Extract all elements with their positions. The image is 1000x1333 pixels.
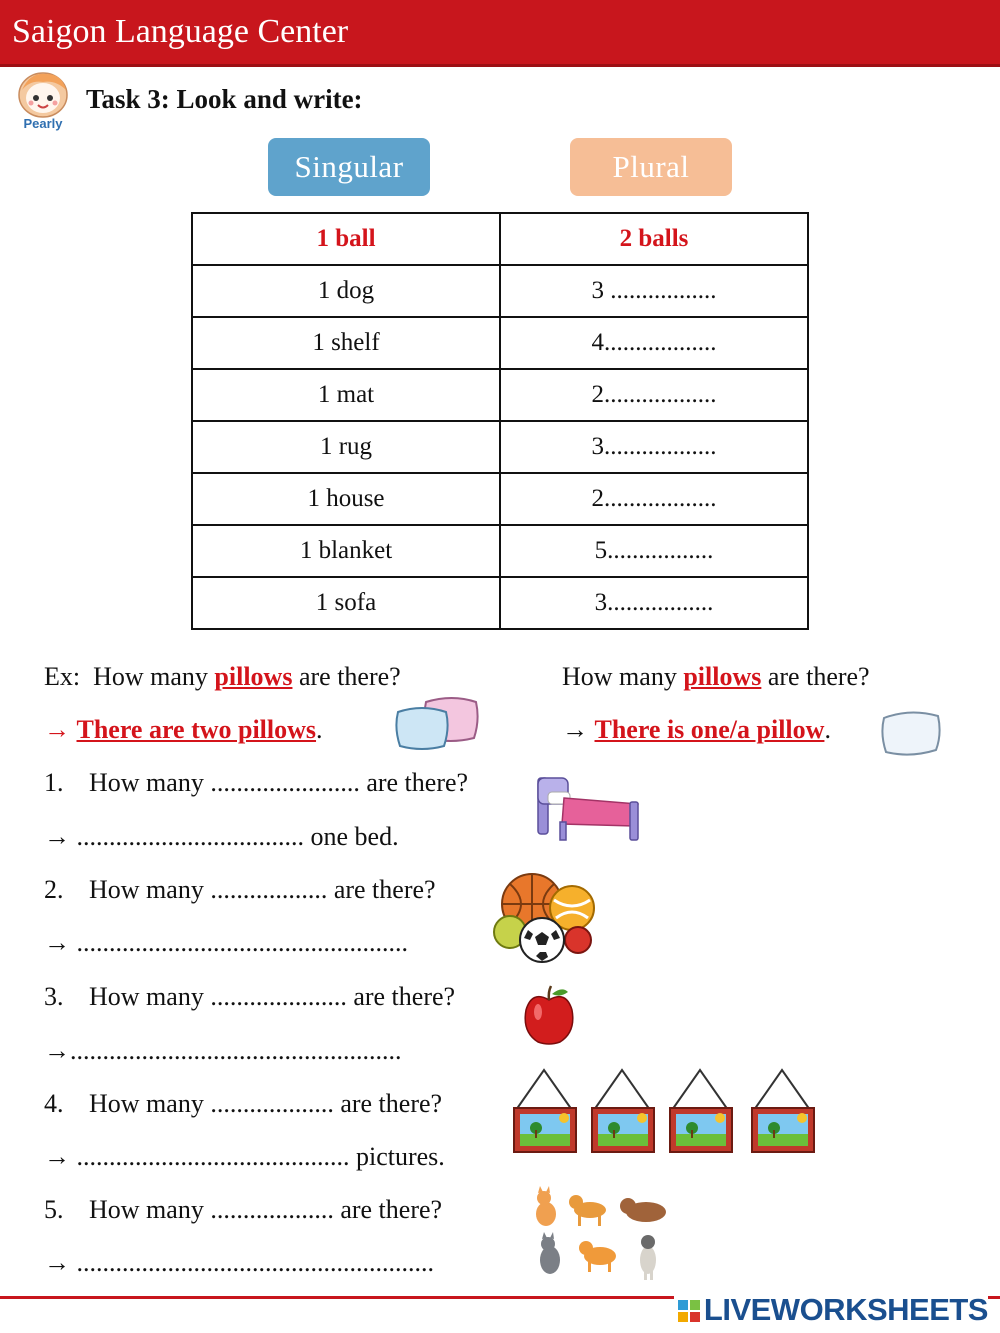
arrow-icon: →	[44, 715, 70, 744]
brand-text: LIVEWORKSHEETS	[703, 1292, 988, 1327]
pictures-icon	[510, 1068, 820, 1156]
apple-icon	[522, 984, 576, 1046]
table-cell-singular: 1 ball	[192, 213, 500, 265]
table-cell-plural-answer[interactable]: 2..................	[500, 473, 808, 525]
table-row	[192, 525, 808, 577]
answer-text[interactable]: ...................................................	[70, 1036, 402, 1065]
table-cell-plural-answer[interactable]: 2..................	[500, 369, 808, 421]
table-cell-singular: 1 shelf	[192, 317, 500, 369]
example-suffix: are there?	[761, 662, 870, 691]
table-cell-plural-answer[interactable]: 4..................	[500, 317, 808, 369]
table-row	[192, 473, 808, 525]
question-3	[44, 982, 455, 1012]
arrow-icon: →	[44, 822, 70, 851]
svg-text:Pearly: Pearly	[23, 116, 63, 131]
bed-icon	[534, 772, 646, 844]
cat-4	[540, 1232, 560, 1274]
question-number: 2.	[44, 875, 64, 904]
question-5	[44, 1195, 442, 1225]
question-text[interactable]: How many ....................... are there?	[89, 768, 469, 797]
example-answer-left	[44, 715, 323, 745]
question-number: 4.	[44, 1089, 64, 1118]
table-row	[192, 577, 808, 629]
table-cell-singular: 1 mat	[192, 369, 500, 421]
question-text[interactable]: How many ................... are there?	[89, 1089, 443, 1118]
question-1	[44, 768, 468, 798]
table-row	[192, 369, 808, 421]
picture-frame-1	[514, 1070, 576, 1152]
pearly-logo	[10, 68, 76, 132]
cats-icon	[528, 1184, 674, 1284]
example-keyword: pillows	[683, 662, 762, 691]
arrow-icon: →	[562, 715, 588, 744]
question-2	[44, 875, 436, 905]
example-end: .	[316, 715, 323, 744]
question-text[interactable]: How many ..................... are there?	[89, 982, 456, 1011]
liveworksheets-logo-icon	[678, 1300, 702, 1324]
center-name: Saigon Language Center	[12, 13, 349, 50]
answer-4	[44, 1142, 445, 1172]
table-cell-singular: 1 rug	[192, 421, 500, 473]
answer-text[interactable]: .......................................... pictures.	[76, 1142, 445, 1171]
picture-frame-4	[752, 1070, 814, 1152]
two-pillows-icon	[394, 696, 480, 752]
singular-plural-table	[191, 212, 809, 630]
table-row	[192, 317, 808, 369]
answer-text[interactable]: .......................................................	[76, 1248, 434, 1277]
example-question-left	[44, 662, 401, 692]
arrow-icon: →	[44, 1248, 70, 1277]
arrow-icon: →	[44, 1036, 70, 1065]
table-cell-singular: 1 blanket	[192, 525, 500, 577]
question-4	[44, 1089, 442, 1119]
table-cell-plural-answer[interactable]: 3.................	[500, 577, 808, 629]
table-cell-plural-answer[interactable]: 3..................	[500, 421, 808, 473]
plural-label: Plural	[570, 138, 732, 196]
arrow-icon: →	[44, 1142, 70, 1171]
task-title: Task 3: Look and write:	[86, 84, 363, 114]
header-bar	[0, 0, 1000, 64]
table-cell-singular: 1 house	[192, 473, 500, 525]
arrow-icon: →	[44, 928, 70, 957]
example-answer-right	[562, 715, 831, 745]
table-row	[192, 421, 808, 473]
liveworksheets-brand[interactable]	[674, 1292, 988, 1328]
picture-frame-2	[592, 1070, 654, 1152]
example-answer: There is one/a pillow	[594, 715, 825, 744]
cat-3	[620, 1198, 666, 1222]
question-number: 5.	[44, 1195, 64, 1224]
balls-icon	[492, 872, 596, 964]
answer-2	[44, 928, 408, 958]
cat-6	[640, 1235, 656, 1280]
answer-3	[44, 1036, 402, 1066]
table-cell-plural-answer[interactable]: 5.................	[500, 525, 808, 577]
answer-text[interactable]: ...................................................	[76, 928, 408, 957]
one-pillow-icon	[880, 708, 942, 758]
cat-5	[579, 1241, 616, 1272]
example-prefix: Ex: How many	[44, 662, 215, 691]
picture-frame-3	[670, 1070, 732, 1152]
table-header-row	[192, 213, 808, 265]
example-end: .	[824, 715, 831, 744]
example-suffix: are there?	[292, 662, 401, 691]
example-keyword: pillows	[214, 662, 293, 691]
example-prefix: How many	[562, 662, 684, 691]
answer-5	[44, 1248, 434, 1278]
question-number: 3.	[44, 982, 64, 1011]
question-number: 1.	[44, 768, 64, 797]
question-text[interactable]: How many .................. are there?	[89, 875, 436, 904]
cat-1	[536, 1186, 556, 1226]
answer-1	[44, 822, 399, 852]
question-text[interactable]: How many ................... are there?	[89, 1195, 443, 1224]
answer-text[interactable]: ................................... one bed.	[76, 822, 399, 851]
table-cell-plural: 2 balls	[500, 213, 808, 265]
singular-label: Singular	[268, 138, 430, 196]
table-cell-singular: 1 sofa	[192, 577, 500, 629]
header-divider	[0, 64, 1000, 67]
cat-2	[569, 1195, 606, 1226]
table-row	[192, 265, 808, 317]
example-question-right	[562, 662, 870, 692]
table-cell-plural-answer[interactable]: 3 .................	[500, 265, 808, 317]
example-answer: There are two pillows	[76, 715, 317, 744]
table-cell-singular: 1 dog	[192, 265, 500, 317]
